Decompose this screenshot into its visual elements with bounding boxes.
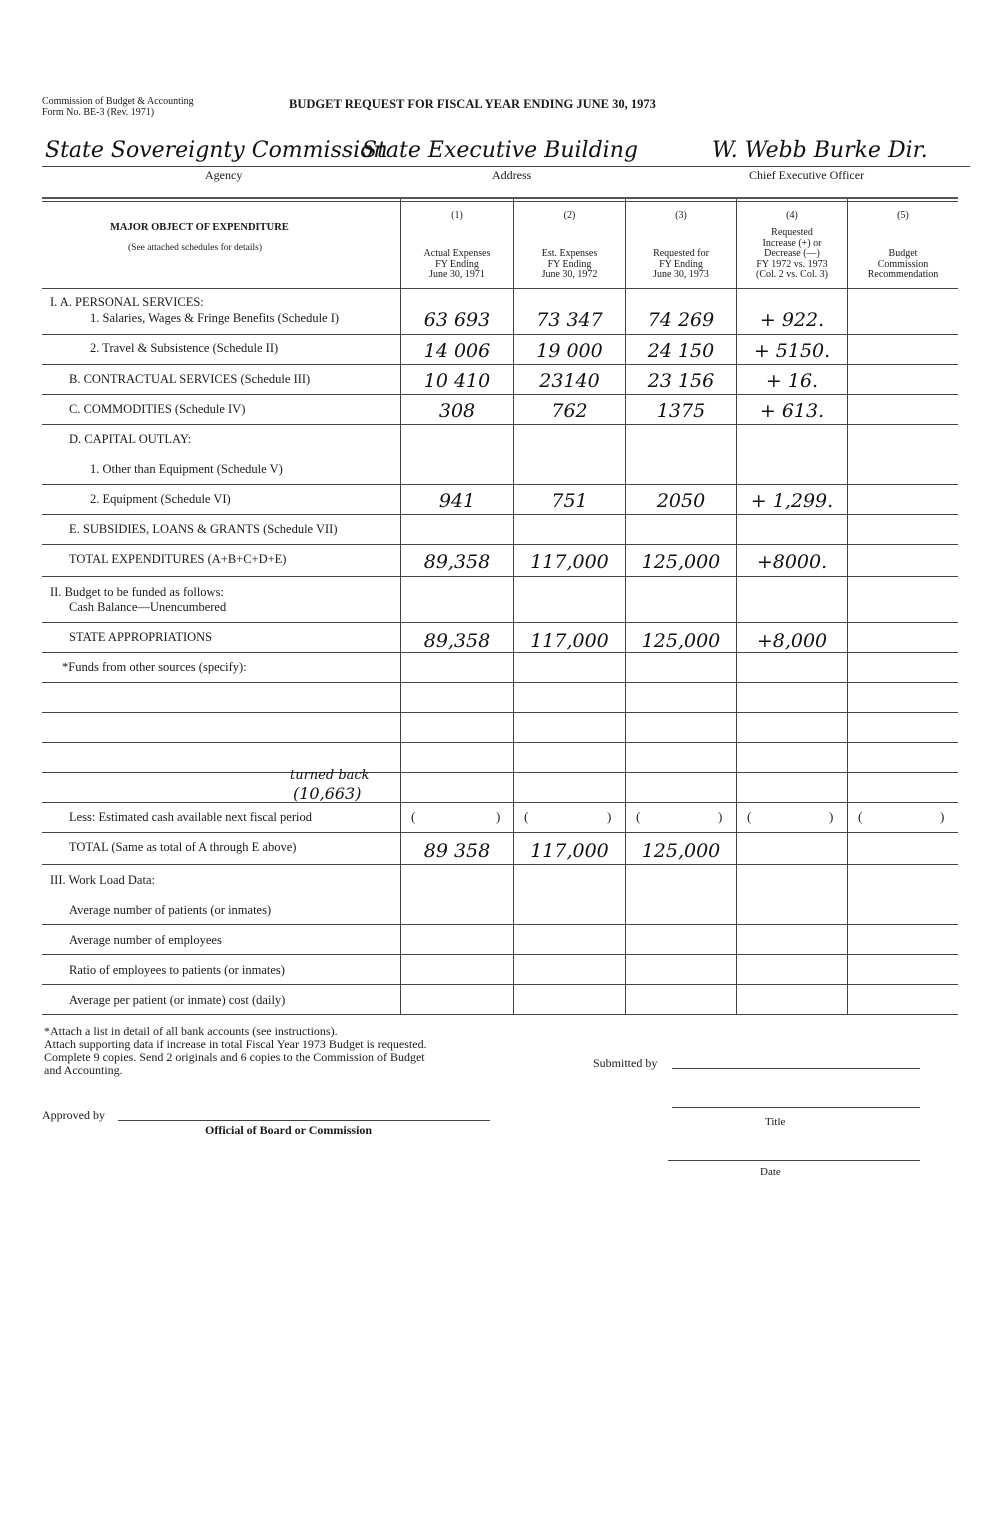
value-cell: + 613. [759,400,825,422]
turned-back-amount: (10,663) [293,784,362,803]
col2-number: (2) [563,210,576,221]
paren-open: ( [636,809,641,824]
row-less-cash: Less: Estimated cash available next fiscal period [69,810,312,824]
value-cell: 23 156 [647,370,715,392]
row-avg-employees: Average number of employees [69,933,222,947]
paren-close: ) [940,809,945,824]
title-line[interactable] [672,1107,920,1108]
col4-header: Requested Increase (+) or Decrease (—) FY 1972 vs. 1973 (Col. 2 vs. Col. 3) [756,227,828,280]
row-contractual: B. CONTRACTUAL SERVICES (Schedule III) [69,372,311,386]
value-cell: 89 358 [423,840,491,862]
paren-open: ( [747,809,752,824]
official-label: Official of Board or Commission [205,1123,373,1137]
form-title: BUDGET REQUEST FOR FISCAL YEAR ENDING JUNE 30, 1973 [289,97,656,111]
col3-header: Requested for FY Ending June 30, 1973 [653,248,709,280]
value-cell: 89,358 [423,551,491,573]
value-cell: + 1,299. [750,490,834,512]
col5-header: Budget Commission Recommendation [867,248,939,280]
row-salaries: 1. Salaries, Wages & Fringe Benefits (Schedule I) [90,311,340,325]
agency-label: Agency [205,168,243,182]
value-cell: 19 000 [536,340,603,362]
value-cell: 24 150 [647,340,715,362]
col1-number: (1) [451,210,463,221]
approved-by-label: Approved by [42,1108,105,1122]
row-other-than-equipment: 1. Other than Equipment (Schedule V) [90,462,283,476]
officer-value: W. Webb Burke Dir. [712,138,928,163]
address-value: State Executive Building [362,138,638,163]
paren-close: ) [829,809,834,824]
paren-open: ( [858,809,863,824]
submitted-by-label: Submitted by [593,1056,658,1070]
value-cell: 117,000 [530,551,609,573]
row-commodities: C. COMMODITIES (Schedule IV) [69,402,246,416]
officer-label: Chief Executive Officer [749,168,865,182]
col2-header: Est. Expenses FY Ending June 30, 1972 [541,248,598,280]
value-cell: 14 006 [423,340,491,362]
value-cell: 74 269 [647,309,715,331]
paren-close: ) [718,809,723,824]
paren-open: ( [524,809,529,824]
date-label: Date [760,1166,781,1178]
address-label: Address [492,168,532,182]
value-cell: 89,358 [423,630,491,652]
row-avg-cost: Average per patient (or inmate) cost (daily) [69,993,286,1007]
value-cell: +8,000 [756,630,828,652]
value-cell: + 922. [759,309,825,331]
value-cell: 125,000 [641,840,721,862]
col4-number: (4) [786,210,798,221]
row-avg-patients: Average number of patients (or inmates) [69,903,272,917]
title-label: Title [765,1116,786,1128]
value-cell: 751 [551,490,588,512]
row-capital-outlay: D. CAPITAL OUTLAY: [69,432,192,446]
value-cell: 941 [438,490,476,512]
row-equipment: 2. Equipment (Schedule VI) [90,492,231,506]
approved-by-line[interactable] [118,1120,490,1121]
value-cell: 10 410 [423,370,491,392]
agency-underline [42,166,970,167]
value-cell: 1375 [656,400,706,422]
turned-back-note: turned back [290,768,370,783]
value-cell: 117,000 [530,630,609,652]
row-funded-as-follows: II. Budget to be funded as follows: [50,585,224,599]
row-travel: 2. Travel & Subsistence (Schedule II) [90,341,279,355]
value-cell: 117,000 [530,840,609,862]
major-object-header: MAJOR OBJECT OF EXPENDITURE [110,222,289,233]
col3-number: (3) [675,210,687,221]
paren-open: ( [411,809,416,824]
row-workload: III. Work Load Data: [50,873,155,887]
value-cell: 308 [438,400,476,422]
row-subsidies: E. SUBSIDIES, LOANS & GRANTS (Schedule VII) [69,522,338,536]
row-cash-balance: Cash Balance—Unencumbered [69,600,227,614]
row-total-expenditures: TOTAL EXPENDITURES (A+B+C+D+E) [69,552,287,566]
value-cell: 2050 [656,490,706,512]
value-cell: 125,000 [641,630,721,652]
value-cell: 125,000 [641,551,721,573]
see-attached-note: (See attached schedules for details) [128,243,262,253]
value-cell: 762 [551,400,588,422]
form-number: Form No. BE-3 (Rev. 1971) [42,107,155,118]
col5-number: (5) [897,210,909,221]
value-cell: 63 693 [423,309,491,331]
col1-header: Actual Expenses FY Ending June 30, 1971 [423,248,491,280]
footer-notes: *Attach a list in detail of all bank accounts (see instructions). Attach supporting data if increase in total Fiscal Year 1973 Budget is requested. Complete 9 copies. Send 2 originals and 6 copies to the Commission of Budget and Accounting. [44,1024,427,1077]
value-cell: 23140 [539,370,600,392]
paren-close: ) [496,809,501,824]
date-line[interactable] [668,1160,920,1161]
agency-value: State Sovereignty Commission [45,138,388,163]
row-funds-other-sources: *Funds from other sources (specify): [62,660,247,674]
value-cell: + 5150. [753,340,831,362]
paren-close: ) [607,809,612,824]
value-cell: + 16. [765,370,819,392]
row-total-same: TOTAL (Same as total of A through E above) [69,840,297,854]
submitted-by-line[interactable] [672,1068,920,1069]
row-personal-services: I. A. PERSONAL SERVICES: [50,295,204,309]
row-state-appropriations: STATE APPROPRIATIONS [69,630,213,644]
row-ratio: Ratio of employees to patients (or inmates) [69,963,285,977]
value-cell: +8000. [756,551,828,573]
value-cell: 73 347 [536,309,603,331]
commission-line-1: Commission of Budget & Accounting [42,96,194,107]
